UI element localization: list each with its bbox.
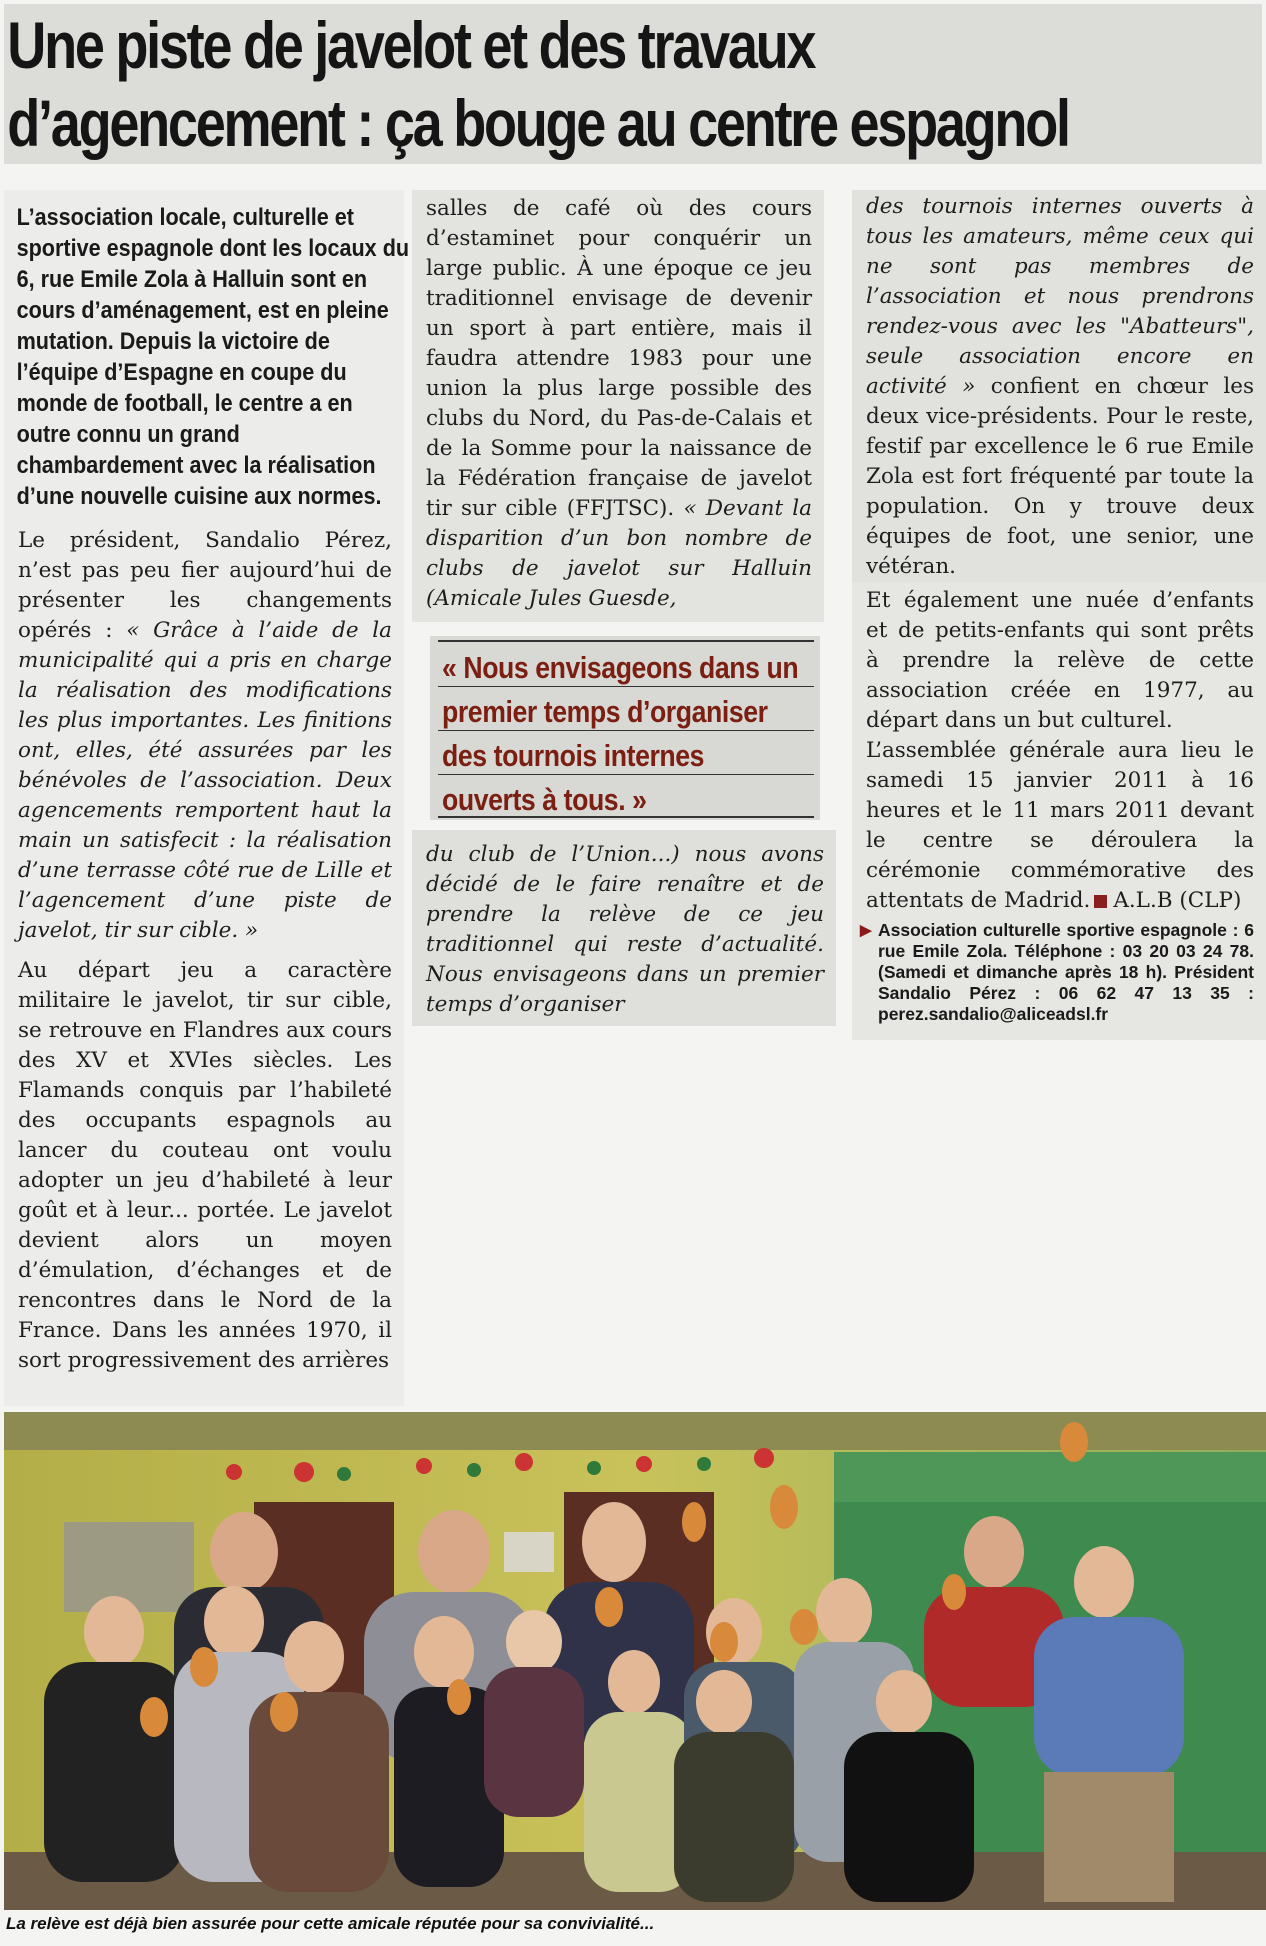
- col2-top-text: salles de café où des cours d’estaminet pour conquérir un large public. À une époque ce jeu traditionnel envisage de devenir un sport à part entière, mais il faudra attendre 1983 pour une union la plus large possible des clubs du Nord, du Pas-de-Calais et de la Somme pour la naissance de la Fédération française de javelot tir sur cible (FFJTSC).: [426, 196, 812, 521]
- column-3-bottom: [852, 582, 1266, 1040]
- contact-text: Association culturelle sportive espagnole : 6 rue Emile Zola. Téléphone : 03 20 03 24 78. (Samedi et dimanche après 18 h). Président Sandalio Pérez : 06 62 47 13 35 : perez.sandalio@aliceadsl.fr: [878, 920, 1254, 1024]
- col3-paragraph-3: [852, 736, 1266, 916]
- end-bullet-icon: [1094, 895, 1107, 908]
- column-3-top: [852, 190, 1266, 582]
- col2-top-quote: « Devant la disparition d’un bon nombre de clubs de javelot sur Halluin (Amicale Jules Guesde,: [426, 496, 813, 611]
- col1-p1-quote: « Grâce à l’aide de la municipalité qui a pris en charge la réalisation des modifications les plus importantes. Les finitions ont, elles, été assurées par les bénévoles de l’association. Deux agencements remportent haut la main un satisfecit : la réalisation d’une terrasse côté rue de Lille et l’agencement d’une piste de javelot, tir sur cible. »: [18, 618, 392, 943]
- col2-paragraph-bottom: du club de l’Union...) nous avons décidé de le faire renaître et de prendre la relève de ce jeu traditionnel qui reste d’actualité. Nous envisageons dans un premier temps d’organiser: [426, 842, 824, 1017]
- col3-p1-rest: confient en chœur les deux vice-présidents. Pour le reste, festif par excellence le 6 rue Emile Zola est fort fréquenté par toute la population. On y trouve deux équipes de foot, une senior, une vétéran.: [866, 374, 1254, 579]
- pull-quote-rule-top: [438, 640, 814, 642]
- col1-paragraph-2: Au départ jeu a caractère militaire le javelot, tir sur cible, se retrouve en Flandres aux cours des XV et XVIes siècles. Les Flamands conquis par l’habileté des occupants espagnols au lancer du couteau ont voulu adopter un jeu d’habileté à leur goût et à leur... portée. Le javelot devient alors un moyen d’émulation, d’échanges et de rencontres dans le Nord de la France. Dans les années 1970, il sort progressivement des arrières: [18, 958, 392, 1373]
- contact-info: [852, 920, 1266, 1025]
- byline: A.L.B (CLP): [1113, 888, 1242, 913]
- headline-line-1: Une piste de javelot et des travaux: [7, 8, 815, 82]
- col1-paragraph-1: [4, 526, 404, 946]
- lede-paragraph: L’association locale, culturelle et sportive espagnole dont les locaux du 6, rue Emile Zola à Halluin sont en cours d’aménagement, est en pleine mutation. Depuis la victoire de l’équipe d’Espagne en coupe du monde de football, le centre a en outre connu un grand chambardement avec la réalisation d’une nouvelle cuisine aux normes.: [16, 204, 410, 510]
- col3-paragraph-1: [852, 190, 1266, 582]
- arrow-right-icon: ▶: [860, 922, 872, 939]
- group-photo-illustration: [4, 1412, 1266, 1910]
- headline-block: [4, 4, 1262, 164]
- photo-caption-block: [4, 1912, 1266, 1942]
- column-2-top: [412, 190, 824, 622]
- group-photo: [4, 1412, 1266, 1910]
- col3-p1-quote: des tournois internes ouverts à tous les amateurs, même ceux qui ne sont pas membres de l’association et nous prendrons rendez-vous avec les "Abatteurs", seule association encore en activité »: [866, 194, 1254, 399]
- headline: [4, 4, 1257, 162]
- col3-paragraph-2: Et également une nuée d’enfants et de petits-enfants qui sont prêts à prendre la relève de cette association créée en 1977, au départ dans un but culturel.: [866, 588, 1254, 733]
- headline-line-2: d’agencement : ça bouge au centre espagnol: [7, 86, 1069, 160]
- pull-quote-text: « Nous envisageons dans un premier temps d’organiser des tournois internes ouverts à tous. »: [442, 650, 799, 817]
- col2-paragraph-top: [412, 190, 824, 614]
- photo-caption: La relève est déjà bien assurée pour cette amicale réputée pour sa convivialité...: [6, 1914, 655, 1933]
- column-2-bottom: [412, 830, 836, 1026]
- column-1: [4, 190, 410, 1406]
- col1-p1-intro: Le président, Sandalio Pérez, n’est pas peu fier aujourd’hui de présenter les changements opérés :: [18, 528, 392, 643]
- pull-quote: [430, 636, 820, 820]
- col3-p3-text: L’assemblée générale aura lieu le samedi 15 janvier 2011 à 16 heures et le 11 mars 2011 devant le centre se déroulera la cérémonie commémorative des attentats de Madrid.: [866, 738, 1254, 913]
